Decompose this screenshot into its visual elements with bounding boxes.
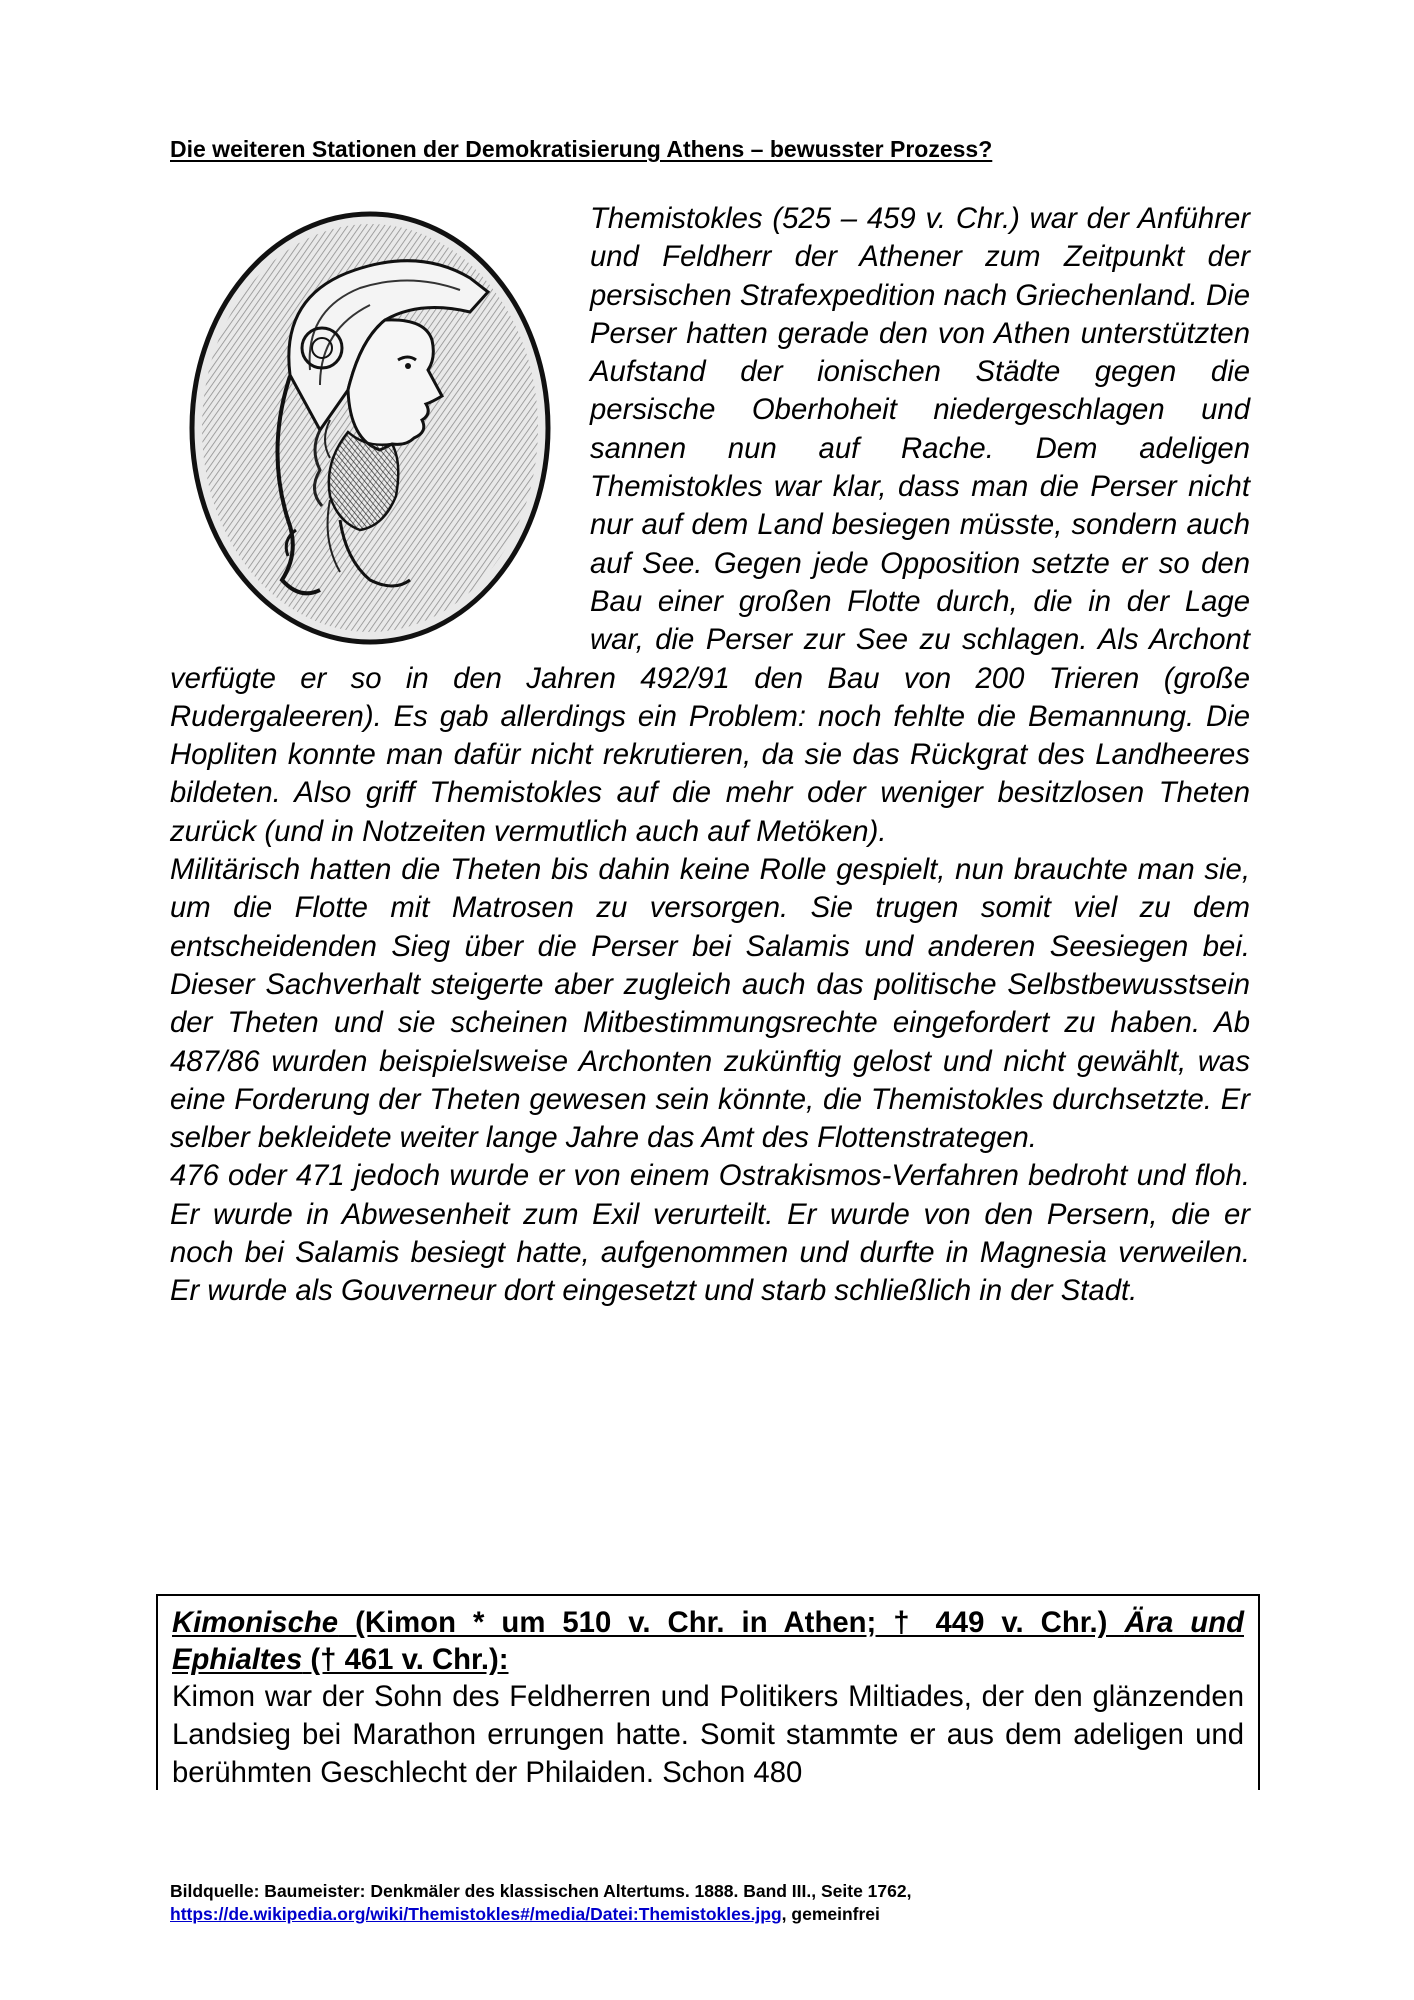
source-citation: Bildquelle: Baumeister: Denkmäler des klassischen Altertums. 1888. Band III., Seite 1762, <box>170 1881 912 1901</box>
kimon-info-box <box>156 1594 1260 1790</box>
box-heading-aera-ephialtes: Ära und Ephialtes <box>172 1606 1244 1676</box>
paragraph-2: Militärisch hatten die Theten bis dahin keine Rolle gespielt, nun brauchte man sie, um die Flotte mit Matrosen zu versorgen. Sie trugen somit viel zu dem entscheidenden Sieg über die Perser bei Salamis und anderen Seesiegen bei. Dieser Sachverhalt steigerte aber zugleich auch das politische Selbstbewusstsein der Theten und sie scheinen Mitbestimmungsrechte eingefordert zu haben. Ab 487/86 wurden beispielsweise Archonten zukünftig gelost und nicht gewählt, was eine Forderung der Theten gewesen sein könnte, die Themistokles durchsetzte. Er selber bekleidete weiter lange Jahre das Amt des Flottenstrategen. <box>170 853 1250 1155</box>
page-title: Die weiteren Stationen der Demokratisierung Athens – bewusster Prozess? <box>170 136 993 162</box>
license-note: , gemeinfrei <box>781 1904 880 1924</box>
source-link-line <box>170 1903 1270 1926</box>
box-heading <box>172 1604 1244 1678</box>
box-text: Kimon war der Sohn des Feldherren und Politikers Miltiades, der den glänzenden Landsieg bei Marathon errungen hatte. Somit stammte er aus dem adeligen und berühmten Geschlecht der Philaiden. Schon 480 <box>172 1680 1244 1789</box>
paragraph-1: Themistokles (525 – 459 v. Chr.) war der Anführer und Feldherr der Athener zum Zeitpunkt der persischen Strafexpedition nach Griechenland. Die Perser hatten gerade den von Athen unterstützten Aufstand der ionischen Städte gegen die persische Oberhoheit niedergeschlagen und sannen nun auf Rache. Dem adeligen Themistokles war klar, dass man die Perser nicht nur auf dem Land besiegen müsste, sondern auch auf See. Gegen jede Opposition setzte er so den Bau einer großen Flotte durch, die in der Lage war, die Perser zur See zu schlagen. Als Archont verfügte er so in den Jahren 492/91 den Bau von 200 Trieren (große Rudergaleeren). Es gab allerdings ein Problem: noch fehlte die Bemannung. Die Hopliten konnte man dafür nicht rekrutieren, da sie das Rückgrat des Landheeres bildeten. Also griff Themistokles auf die mehr oder weniger besitzlosen Theten zurück (und in Notzeiten vermutlich auch auf Metöken). <box>170 202 1250 848</box>
paragraph-3: 476 oder 471 jedoch wurde er von einem Ostrakismos-Verfahren bedroht und floh. Er wurde in Abwesenheit zum Exil verurteilt. Er wurde von den Persern, die er noch bei Salamis besiegt hatte, aufgenommen und durfte in Magnesia verweilen. Er wurde als Gouverneur dort eingesetzt und starb schließlich in der Stadt. <box>170 1159 1250 1308</box>
image-source-footer <box>170 1880 1270 1926</box>
box-heading-kimon-dates: (Kimon * um 510 v. Chr. in Athen; † 449 v. Chr.) <box>338 1606 1125 1639</box>
article-body <box>170 200 1250 1311</box>
themistokles-portrait <box>170 200 572 656</box>
source-link[interactable]: https://de.wikipedia.org/wiki/Themistokles#/media/Datei:Themistokles.jpg <box>170 1904 782 1924</box>
box-heading-ephialtes-dates: († 461 v. Chr.): <box>302 1643 509 1676</box>
box-heading-kimonische: Kimonische <box>172 1606 339 1639</box>
gem-engraving-image <box>170 200 572 656</box>
